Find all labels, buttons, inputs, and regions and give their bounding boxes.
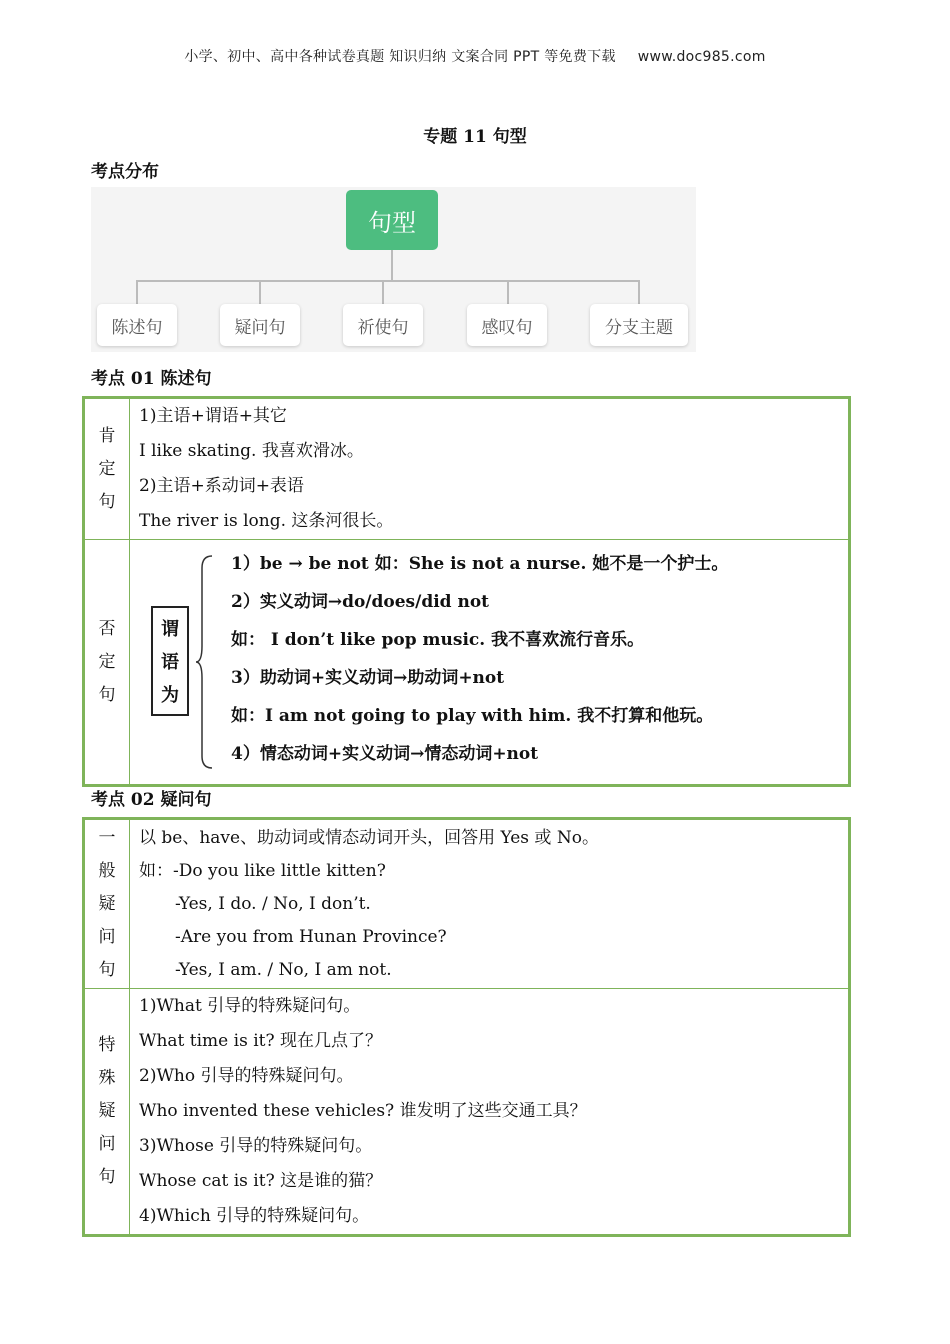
row-content-general-question	[130, 819, 850, 989]
content-line: Who invented these vehicles? 谁发明了这些交通工具？	[139, 1101, 587, 1121]
table-row	[84, 989, 850, 1236]
row-label-affirmative: 肯 定 句	[84, 398, 130, 540]
table-row	[84, 398, 850, 540]
mindmap-connector	[259, 280, 261, 304]
negative-line: 2）实义动词→do/does/did not	[231, 592, 490, 612]
content-line: 1)What 引导的特殊疑问句。	[139, 996, 361, 1016]
content-line: I like skating. 我喜欢滑冰。	[139, 441, 364, 461]
header-text: 小学、初中、高中各种试卷真题 知识归纳 文案合同 PPT 等免费下载	[184, 49, 616, 65]
brace-icon	[194, 554, 216, 770]
mindmap-connector	[136, 280, 138, 304]
row-content-affirmative	[130, 398, 850, 540]
mindmap-root: 句型	[346, 190, 438, 250]
negative-line: 如： I don’t like pop music. 我不喜欢流行音乐。	[231, 630, 645, 650]
content-line: 1)主语+谓语+其它	[139, 406, 287, 426]
mindmap-connector	[382, 280, 384, 304]
row-content-special-question	[130, 989, 850, 1236]
row-label-special-question: 特 殊 疑 问 句	[84, 989, 130, 1236]
content-line: 2)主语+系动词+表语	[139, 476, 304, 496]
content-line: 2)Who 引导的特殊疑问句。	[139, 1066, 354, 1086]
content-line: 如：-Do you like little kitten?	[139, 860, 386, 881]
row-content-negative	[130, 540, 850, 786]
mindmap-connector	[507, 280, 509, 304]
content-line: Whose cat is it? 这是谁的猫？	[139, 1171, 383, 1191]
mindmap	[91, 187, 696, 352]
table-row	[84, 540, 850, 786]
negative-line: 如：I am not going to play with him. 我不打算和他玩。	[231, 706, 714, 726]
negative-line: 3）助动词+实义动词→助动词+not	[231, 668, 505, 688]
mindmap-node: 感叹句	[467, 304, 547, 346]
page-header	[0, 46, 950, 66]
content-line: -Are you from Hunan Province?	[175, 926, 447, 947]
negative-diagram	[130, 540, 848, 784]
content-line: What time is it? 现在几点了？	[139, 1031, 382, 1051]
mindmap-node: 陈述句	[97, 304, 177, 346]
content-line: 3)Whose 引导的特殊疑问句。	[139, 1136, 373, 1156]
header-url[interactable]: www.doc985.com	[637, 49, 766, 65]
question-table	[82, 817, 851, 1237]
page-title: 专题 11 句型	[423, 127, 527, 147]
mindmap-connector	[638, 280, 640, 304]
content-line: 4)Which 引导的特殊疑问句。	[139, 1206, 370, 1226]
mindmap-connector	[136, 280, 640, 282]
section-heading-01: 考点 01 陈述句	[91, 369, 212, 389]
mindmap-node: 祈使句	[343, 304, 423, 346]
statement-table	[82, 396, 851, 787]
row-label-negative: 否 定 句	[84, 540, 130, 786]
content-line: The river is long. 这条河很长。	[139, 511, 394, 531]
table-row	[84, 819, 850, 989]
mindmap-node: 分支主题	[590, 304, 688, 346]
negative-line: 4）情态动词+实义动词→情态动词+not	[231, 744, 539, 764]
negative-line: 1）be → be not 如：She is not a nurse. 她不是一个护士。	[231, 554, 729, 574]
content-line: -Yes, I am. / No, I am not.	[175, 959, 392, 980]
content-line: -Yes, I do. / No, I don’t.	[175, 893, 371, 914]
section-heading-02: 考点 02 疑问句	[91, 790, 212, 810]
row-label-general-question: 一 般 疑 问 句	[84, 819, 130, 989]
mindmap-node: 疑问句	[220, 304, 300, 346]
section-heading-overview: 考点分布	[91, 162, 159, 182]
predicate-box: 谓 语 为	[151, 606, 189, 716]
content-line: 以 be、have、助动词或情态动词开头，回答用 Yes 或 No。	[139, 827, 599, 848]
mindmap-connector	[391, 250, 393, 280]
